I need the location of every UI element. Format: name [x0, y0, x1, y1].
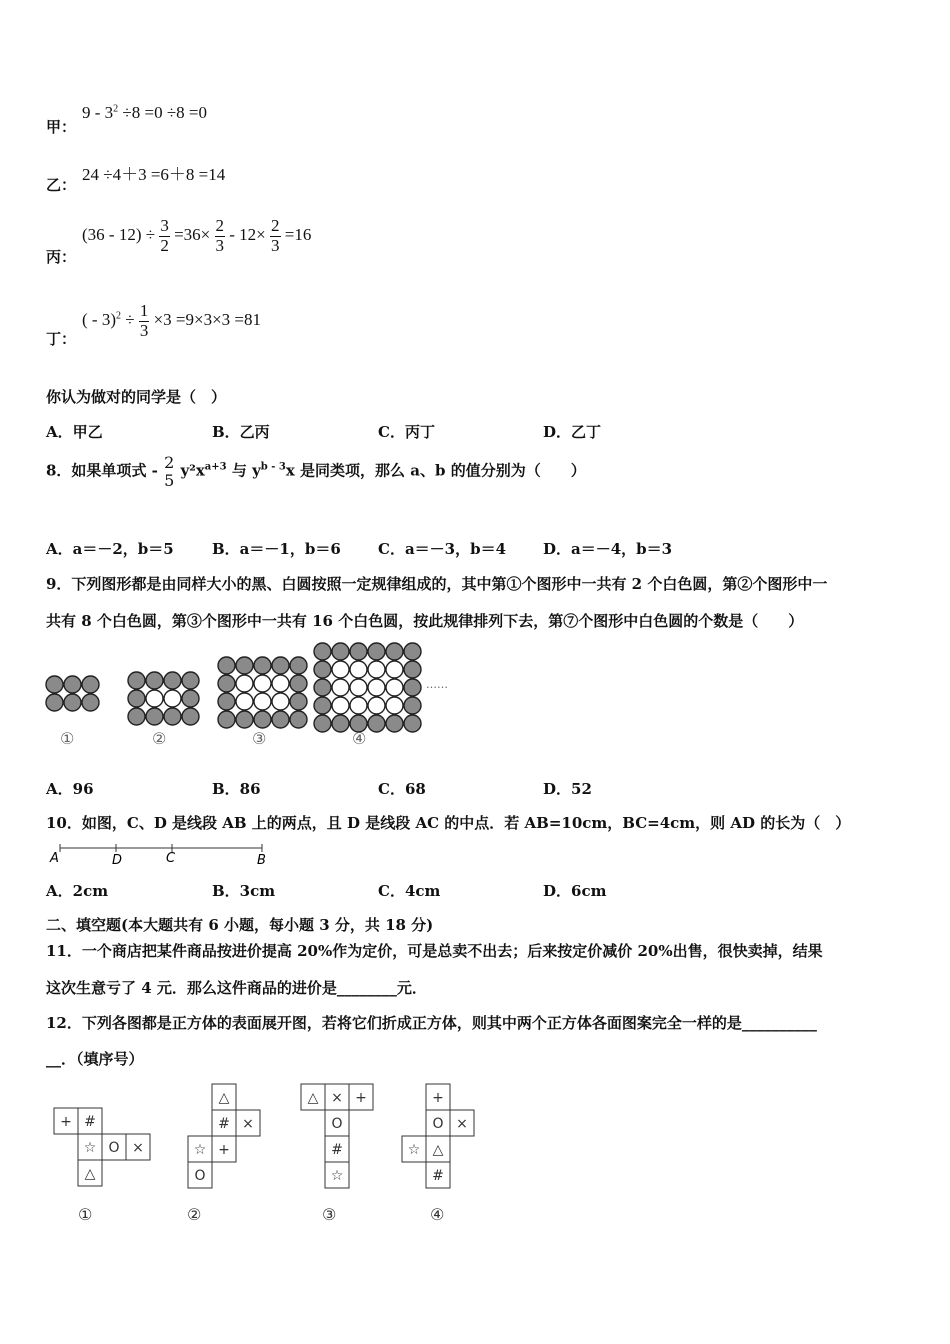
q10-segment-diagram: [44, 840, 284, 870]
white-circle: [332, 697, 349, 714]
cross-symbol: ×: [456, 1116, 468, 1132]
black-circle: [182, 690, 199, 707]
black-circle: [146, 708, 163, 725]
q12-cube-nets: [40, 1078, 500, 1228]
cross-symbol: ×: [242, 1116, 254, 1132]
hash-symbol: #: [331, 1142, 343, 1158]
white-circle: [272, 693, 289, 710]
hash-symbol: #: [84, 1114, 96, 1130]
white-circle: [386, 679, 403, 696]
q8-option-b[interactable]: B．a＝－1，b＝6: [212, 540, 341, 558]
hash-symbol: #: [432, 1168, 444, 1184]
q9-option-b[interactable]: B．86: [212, 780, 261, 798]
bing-label: 丙：: [46, 248, 77, 266]
white-circle: [368, 661, 385, 678]
white-circle: [272, 675, 289, 692]
black-circle: [64, 676, 81, 693]
q10-option-d[interactable]: D．6cm: [543, 882, 607, 900]
q7-option-d[interactable]: D．乙丁: [543, 423, 602, 441]
black-circle: [404, 661, 421, 678]
circle-symbol: O: [194, 1168, 206, 1184]
q9-option-d[interactable]: D．52: [543, 780, 592, 798]
black-circle: [290, 693, 307, 710]
black-circle: [218, 675, 235, 692]
black-circle: [314, 715, 331, 732]
black-circle: [368, 643, 385, 660]
black-circle: [272, 657, 289, 674]
black-circle: [164, 672, 181, 689]
white-circle: [146, 690, 163, 707]
black-circle: [350, 643, 367, 660]
bing-expression: (36 - 12) ÷ $\frac{3}{2}$ =36× $\frac{2}{3}$ - 12× $\frac{2}{3}$ =16: [82, 216, 312, 255]
circle-symbol: O: [108, 1140, 120, 1156]
white-circle: [332, 679, 349, 696]
triangle-symbol: △: [84, 1166, 96, 1182]
q9-stem-line1: 9．下列图形都是由同样大小的黑、白圆按照一定规律组成的，其中第①个图形中一共有 2 个白色圆，第②个图形中一: [46, 575, 828, 593]
plus-symbol: +: [432, 1090, 444, 1106]
black-circle: [82, 676, 99, 693]
black-circle: [368, 715, 385, 732]
black-circle: [218, 693, 235, 710]
black-circle: [64, 694, 81, 711]
black-circle: [386, 643, 403, 660]
circle-symbol: O: [432, 1116, 444, 1132]
q9-option-c[interactable]: C．68: [378, 780, 426, 798]
black-circle: [218, 711, 235, 728]
white-circle: [164, 690, 181, 707]
black-circle: [404, 715, 421, 732]
q12-net-label-4: ④: [430, 1205, 445, 1224]
white-circle: [368, 697, 385, 714]
cross-symbol: ×: [132, 1140, 144, 1156]
black-circle: [404, 679, 421, 696]
black-circle: [82, 694, 99, 711]
q7-option-a[interactable]: A．甲乙: [46, 423, 103, 441]
star-symbol: ☆: [193, 1142, 207, 1158]
triangle-symbol: △: [218, 1090, 230, 1106]
jia-expression: $9 - 3^2 \div 8 =0 \div 8 =0$: [82, 103, 208, 122]
ding-label: 丁：: [46, 330, 77, 348]
q10-stem: 10．如图，C、D 是线段 AB 上的两点，且 D 是线段 AC 的中点．若 AB=10cm，BC=4cm，则 AD 的长为（ ）: [46, 814, 851, 832]
q8-option-c[interactable]: C．a＝－3，b＝4: [378, 540, 507, 558]
q11-stem-line1: 11．一个商店把某件商品按进价提高 20%作为定价，可是总卖不出去；后来按定价减价 20%出售，很快卖掉，结果: [46, 942, 823, 960]
q8-option-a[interactable]: A．a＝－2，b＝5: [46, 540, 174, 558]
hash-symbol: #: [218, 1116, 230, 1132]
q12-stem-line2: __．（填序号）: [46, 1050, 144, 1068]
black-circle: [218, 657, 235, 674]
white-circle: [332, 661, 349, 678]
white-circle: [350, 679, 367, 696]
black-circle: [46, 694, 63, 711]
q8-option-d[interactable]: D．a＝－4，b＝3: [543, 540, 673, 558]
ding-expression: ( - 3)$^2$ ÷ $\frac{1}{3}$ ×3 =9×3×3 =81: [82, 301, 262, 340]
point-d: D: [112, 853, 123, 868]
black-circle: [332, 715, 349, 732]
black-circle: [128, 672, 145, 689]
yi-label: 乙：: [46, 176, 77, 194]
black-circle: [46, 676, 63, 693]
q7-option-c[interactable]: C．丙丁: [378, 423, 435, 441]
black-circle: [314, 643, 331, 660]
q9-fig-label-3: ③: [252, 729, 267, 748]
q9-circle-figures: [40, 638, 470, 753]
q9-option-a[interactable]: A．96: [46, 780, 94, 798]
white-circle: [254, 675, 271, 692]
q9-fig-label-4: ④: [352, 729, 367, 748]
yi-expression: 24 ÷4＋3 =6＋8 =14: [82, 165, 226, 184]
triangle-symbol: △: [307, 1090, 319, 1106]
black-circle: [386, 715, 403, 732]
star-symbol: ☆: [330, 1168, 344, 1184]
q12-net-label-1: ①: [78, 1205, 93, 1224]
plus-symbol: +: [218, 1142, 230, 1158]
section-2-title: 二、填空题(本大题共有 6 小题，每小题 3 分，共 18 分): [46, 916, 434, 934]
q10-option-a[interactable]: A．2cm: [46, 882, 109, 900]
plus-symbol: +: [60, 1114, 72, 1130]
black-circle: [146, 672, 163, 689]
circle-symbol: O: [331, 1116, 343, 1132]
black-circle: [314, 679, 331, 696]
black-circle: [290, 675, 307, 692]
black-circle: [404, 643, 421, 660]
black-circle: [182, 708, 199, 725]
black-circle: [290, 657, 307, 674]
q9-fig-label-1: ①: [60, 729, 75, 748]
white-circle: [350, 661, 367, 678]
q7-stem: 你认为做对的同学是（ ）: [46, 388, 227, 406]
white-circle: [254, 693, 271, 710]
q12-stem-line1: 12．下列各图都是正方体的表面展开图，若将它们折成正方体，则其中两个正方体各面图案完全一样的是__________: [46, 1014, 817, 1032]
star-symbol: ☆: [83, 1140, 97, 1156]
star-symbol: ☆: [407, 1142, 421, 1158]
q12-net-label-3: ③: [322, 1205, 337, 1224]
black-circle: [128, 690, 145, 707]
white-circle: [236, 675, 253, 692]
white-circle: [236, 693, 253, 710]
black-circle: [272, 711, 289, 728]
q7-option-b[interactable]: B．乙丙: [212, 423, 270, 441]
black-circle: [236, 657, 253, 674]
black-circle: [254, 711, 271, 728]
white-circle: [368, 679, 385, 696]
black-circle: [290, 711, 307, 728]
black-circle: [164, 708, 181, 725]
black-circle: [314, 661, 331, 678]
triangle-symbol: △: [432, 1142, 444, 1158]
white-circle: [386, 697, 403, 714]
q11-stem-line2: 这次生意亏了 4 元．那么这件商品的进价是________元．: [46, 979, 427, 997]
white-circle: [386, 661, 403, 678]
jia-label: 甲：: [46, 118, 77, 136]
black-circle: [332, 643, 349, 660]
point-a: A: [50, 851, 59, 866]
black-circle: [404, 697, 421, 714]
q9-ellipsis: ……: [426, 678, 448, 691]
q10-option-c[interactable]: C．4cm: [378, 882, 441, 900]
q8-stem: 8．如果单项式 - 2 5 $y^2x^{a+3}$ 与 $y^{b - 3}x$ 是同类项，那么 a、b 的值分别为（ ）: [46, 453, 586, 490]
point-b: B: [257, 853, 266, 868]
black-circle: [128, 708, 145, 725]
black-circle: [236, 711, 253, 728]
black-circle: [314, 697, 331, 714]
q12-net-label-2: ②: [187, 1205, 202, 1224]
cross-symbol: ×: [331, 1090, 343, 1106]
black-circle: [182, 672, 199, 689]
plus-symbol: +: [355, 1090, 367, 1106]
white-circle: [350, 697, 367, 714]
q9-stem-line2: 共有 8 个白色圆，第③个图形中一共有 16 个白色圆，按此规律排列下去，第⑦个图形中白色圆的个数是（ ）: [46, 612, 804, 630]
q10-option-b[interactable]: B．3cm: [212, 882, 276, 900]
point-c: C: [166, 851, 176, 866]
q9-fig-label-2: ②: [152, 729, 167, 748]
black-circle: [254, 657, 271, 674]
